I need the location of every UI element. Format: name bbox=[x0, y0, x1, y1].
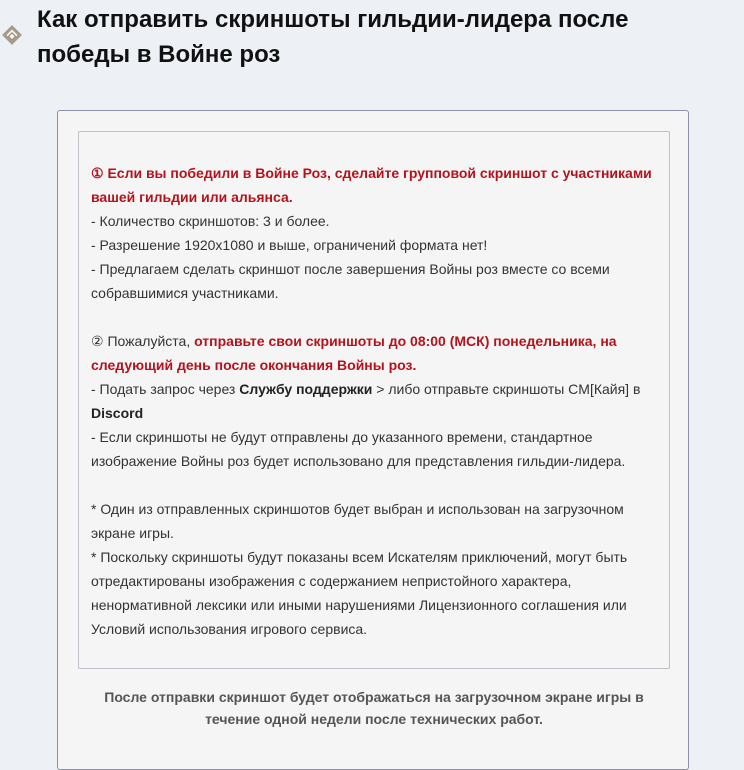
section2-heading bbox=[91, 329, 657, 377]
content-panel bbox=[57, 110, 689, 770]
section1-heading: ① Если вы победили в Войне Роз, сделайте групповой скриншот с участниками вашей гильдии или альянса. bbox=[91, 165, 652, 205]
diamond-bullet-icon bbox=[2, 25, 22, 45]
instructions-box bbox=[78, 131, 670, 669]
support-link[interactable]: Службу поддержки bbox=[239, 381, 373, 397]
section1-item: - Количество скриншотов: 3 и более. bbox=[91, 213, 330, 229]
note: * Поскольку скриншоты будут показаны всем Искателям приключений, могут быть отредактированы изображения с содержанием непристойного характера, ненормативной лексики или иными нарушениями Лицензионного соглашения или Условий использования игрового сервиса. bbox=[91, 549, 628, 637]
section2-item bbox=[91, 377, 657, 425]
note: * Один из отправленных скриншотов будет выбран и использован на загрузочном экране игры. bbox=[91, 501, 624, 541]
section2-item: - Если скриншоты не будут отправлены до указанного времени, стандартное изображение Войны роз будет использовано для представления гильдии-лидера. bbox=[91, 429, 626, 469]
page-title: Как отправить скриншоты гильдии-лидера после победы в Войне роз bbox=[37, 6, 629, 68]
section2-intro: ② Пожалуйста, bbox=[91, 333, 195, 349]
section1-item: - Предлагаем сделать скриншот после завершения Войны роз вместе со всеми собравшимися участниками. bbox=[91, 261, 610, 301]
item-middle: > либо отправьте скриншоты CM[Кайя] в bbox=[372, 381, 641, 397]
footer-note: После отправки скриншот будет отображаться на загрузочном экране игры в течение одной недели после технических работ. bbox=[104, 689, 644, 727]
section1-item: - Разрешение 1920x1080 и выше, ограничений формата нет! bbox=[91, 237, 488, 253]
item-prefix: - Подать запрос через bbox=[91, 381, 240, 397]
section2-deadline: отправьте свои скриншоты до 08:00 (МСК) понедельника, на следующий день после окончания Войны роз. bbox=[91, 333, 617, 373]
discord-link[interactable]: Discord bbox=[91, 405, 144, 421]
